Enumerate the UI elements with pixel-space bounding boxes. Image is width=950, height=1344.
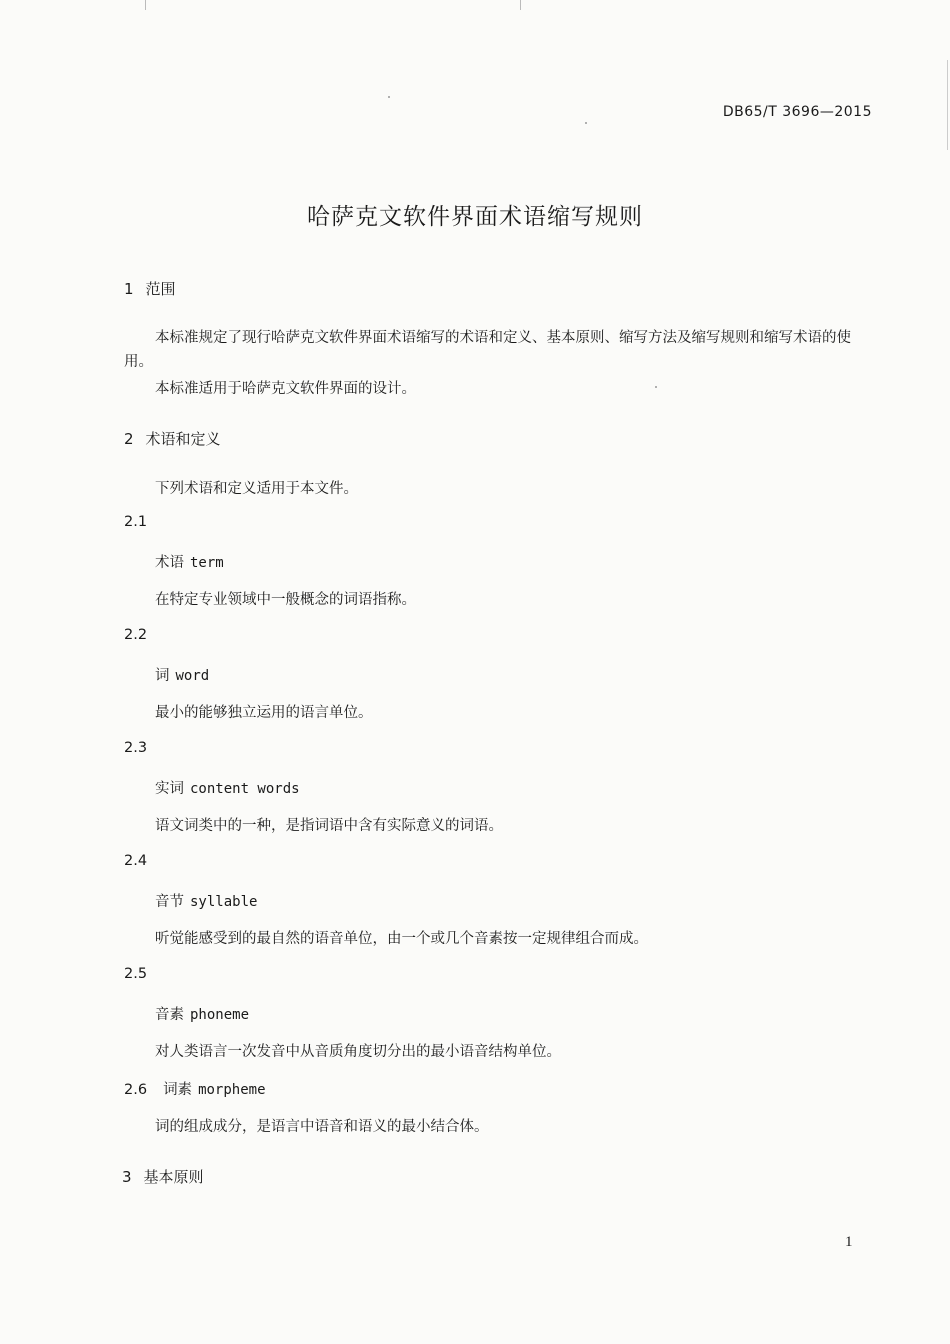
section-number: 1 bbox=[124, 280, 134, 298]
term-entry bbox=[155, 551, 224, 572]
term-english: word bbox=[175, 668, 210, 684]
term-chinese: 音节 bbox=[155, 894, 184, 910]
section-1-paragraph-2: 本标准适用于哈萨克文软件界面的设计。 bbox=[155, 381, 416, 397]
clause-number: 2.5 bbox=[124, 966, 148, 982]
scan-mark bbox=[520, 0, 521, 10]
scan-speck bbox=[655, 386, 657, 388]
term-definition: 对人类语言一次发音中从音质角度切分出的最小语音结构单位。 bbox=[155, 1044, 561, 1060]
term-chinese: 实词 bbox=[155, 781, 184, 797]
section-1-heading bbox=[124, 278, 176, 299]
section-1-paragraph-1: 本标准规定了现行哈萨克文软件界面术语缩写的术语和定义、基本原则、缩写方法及缩写规则和缩写术语的使用。 bbox=[124, 330, 851, 370]
term-entry bbox=[155, 1003, 249, 1024]
section-number: 3 bbox=[122, 1168, 132, 1186]
clause-number: 2.4 bbox=[124, 853, 148, 869]
section-title: 术语和定义 bbox=[145, 430, 221, 448]
term-english: morpheme bbox=[198, 1082, 266, 1098]
term-english: content words bbox=[190, 781, 300, 797]
term-definition: 在特定专业领域中一般概念的词语指称。 bbox=[155, 592, 416, 608]
clause-number: 2.2 bbox=[124, 627, 148, 643]
term-definition: 语文词类中的一种，是指词语中含有实际意义的词语。 bbox=[155, 818, 503, 834]
term-chinese: 词 bbox=[155, 668, 170, 684]
term-entry bbox=[155, 777, 300, 798]
term-english: syllable bbox=[190, 894, 258, 910]
scan-edge bbox=[947, 60, 948, 150]
document-title: 哈萨克文软件界面术语缩写规则 bbox=[307, 204, 643, 230]
term-chinese: 术语 bbox=[155, 555, 184, 571]
section-3-heading bbox=[122, 1166, 204, 1187]
section-title: 范围 bbox=[145, 280, 176, 298]
clause-number: 2.3 bbox=[124, 740, 148, 756]
term-chinese: 音素 bbox=[155, 1007, 184, 1023]
clause-number: 2.6 bbox=[124, 1082, 148, 1098]
term-chinese: 词素 bbox=[163, 1082, 193, 1098]
scan-speck bbox=[388, 96, 390, 98]
section-number: 2 bbox=[124, 430, 134, 448]
term-definition: 最小的能够独立运用的语言单位。 bbox=[155, 705, 373, 721]
term-definition: 听觉能感受到的最自然的语音单位，由一个或几个音素按一定规律组合而成。 bbox=[155, 931, 648, 947]
section-2-intro: 下列术语和定义适用于本文件。 bbox=[155, 481, 358, 497]
section-title: 基本原则 bbox=[143, 1168, 204, 1186]
section-2-heading bbox=[124, 428, 221, 449]
term-entry bbox=[155, 890, 257, 911]
page-number: 1 bbox=[845, 1234, 853, 1250]
term-entry bbox=[124, 1078, 266, 1099]
clause-number: 2.1 bbox=[124, 514, 148, 530]
term-entry bbox=[155, 664, 209, 685]
term-english: phoneme bbox=[190, 1007, 250, 1023]
scan-speck bbox=[585, 122, 587, 124]
document-number: DB65/T 3696—2015 bbox=[722, 104, 872, 120]
term-definition: 词的组成成分，是语言中语音和语义的最小结合体。 bbox=[155, 1119, 489, 1135]
term-english: term bbox=[190, 555, 224, 571]
scan-mark bbox=[145, 0, 146, 10]
